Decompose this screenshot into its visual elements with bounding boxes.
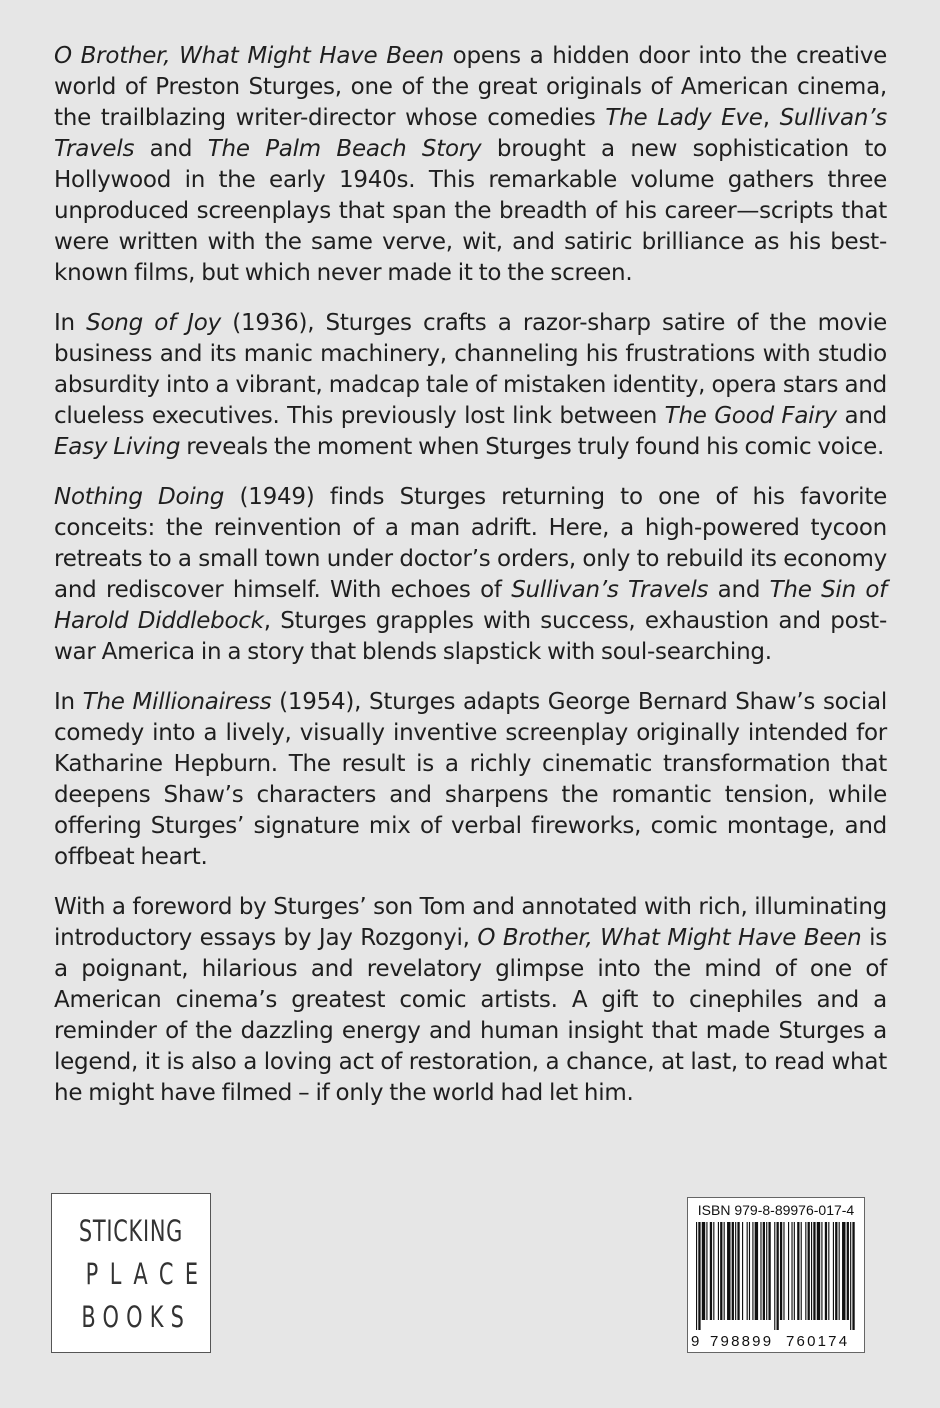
barcode-bar <box>752 1222 753 1320</box>
barcode-digits-right: 760174 <box>786 1333 850 1350</box>
barcode-bar <box>780 1222 782 1320</box>
text-run: In <box>54 689 83 715</box>
barcode-bar <box>788 1222 789 1320</box>
text-run: is a poignant, hilarious and revelatory glimpse into the mind of one of American cinema’s greatest comic artists. A gift to cinephiles and a reminder of the dazzling energy and human insight that made Sturges a legend, it is also a loving act of restoration, a chance, at last, to read what he might have filmed – if only the world had let him. <box>54 925 887 1106</box>
barcode-bar <box>706 1222 707 1320</box>
barcode-bar <box>817 1222 820 1320</box>
italic-title-run: The Good Fairy <box>664 403 837 429</box>
logo-line-books: BOOKS <box>81 1300 192 1334</box>
italic-title-run: Sullivan’s Travels <box>511 577 709 603</box>
italic-title-run: The Sin of Harold Diddlebock <box>54 577 887 634</box>
barcode-bar <box>825 1222 827 1320</box>
back-cover-blurb <box>54 41 887 1128</box>
barcode-bar <box>702 1222 705 1320</box>
barcode-bar <box>783 1222 784 1320</box>
italic-title-run: O Brother, What Might Have Been <box>54 43 444 69</box>
blurb-paragraph-1 <box>54 41 887 289</box>
barcode-bar <box>797 1222 799 1320</box>
barcode-bar <box>749 1222 750 1320</box>
italic-title-run: Nothing Doing <box>54 484 225 510</box>
logo-line-place: PLACE <box>85 1257 210 1291</box>
barcode-bar <box>813 1222 815 1320</box>
text-run: opens a hidden door into the creative world of Preston Sturges, one of the great originals of American cinema, the trailblazing writer-director whose comedies <box>54 43 887 131</box>
italic-title-run: O Brother, What Might Have Been <box>477 925 862 951</box>
isbn-barcode <box>687 1197 865 1353</box>
italic-title-run: Song of Joy <box>86 310 221 336</box>
barcode-bar <box>808 1222 810 1320</box>
barcode-bar <box>747 1222 748 1320</box>
text-run: , <box>762 105 780 131</box>
barcode-bar <box>710 1222 712 1320</box>
blurb-paragraph-4 <box>54 687 887 873</box>
barcode-bar <box>821 1222 822 1320</box>
barcode-bar <box>698 1222 700 1330</box>
italic-title-run: Sullivan’s Travels <box>54 105 887 162</box>
barcode-bar <box>839 1222 840 1320</box>
logo-line-sticking: STICKING <box>78 1214 184 1248</box>
barcode-bar <box>828 1222 829 1320</box>
barcode-bar <box>794 1222 795 1320</box>
barcode-bar <box>766 1222 767 1320</box>
barcode-bar <box>777 1222 779 1330</box>
blurb-paragraph-3 <box>54 482 887 668</box>
barcode-bar <box>713 1222 714 1320</box>
barcode-bar <box>718 1222 719 1320</box>
text-run: (1936), Sturges crafts a razor-sharp satire of the movie business and its manic machinery, channeling his frustrations with studio absurdity into a vibrant, madcap tale of mistaken identity, opera stars and clueless executives. This previously lost link between <box>54 310 888 429</box>
text-run: reveals the moment when Sturges truly found his comic voice. <box>180 434 885 460</box>
text-run: brought a new sophistication to Hollywood in the early 1940s. This remarkable volume gathers three unproduced screenplays that span the breadth of his career—scripts that were written with the same verve, wit, and satiric brilliance as his best-known films, but which never made it to the screen. <box>54 136 887 286</box>
italic-title-run: The Millionairess <box>82 689 272 715</box>
barcode-bar <box>755 1222 758 1320</box>
barcode-bar <box>801 1222 802 1320</box>
barcode-bar <box>791 1222 792 1320</box>
text-run: (1949) finds Sturges returning to one of his favorite conceits: the reinvention of a man adrift. Here, a high-powered tycoon retreats to a small town under doctor’s orders, only to rebuild its economy and rediscover himself. With echoes of <box>54 484 887 603</box>
barcode-bar <box>763 1222 765 1320</box>
text-run: and <box>134 136 208 162</box>
barcode-bar <box>737 1222 739 1320</box>
isbn-label: ISBN 979-8-89976-017-4 <box>697 1202 855 1218</box>
barcode-bar <box>842 1222 845 1320</box>
text-run: With a foreword by Sturges’ son Tom and annotated with rich, illuminating introductory essays by Jay Rozgonyi, <box>54 894 887 951</box>
barcode-bar <box>850 1222 851 1330</box>
barcode-bar <box>811 1222 812 1320</box>
italic-title-run: The Palm Beach Story <box>207 136 482 162</box>
text-run: and <box>836 403 887 429</box>
text-run: , Sturges grapples with success, exhaustion and post-war America in a story that blends slapstick with soul-searching. <box>54 608 887 665</box>
text-run: and <box>708 577 770 603</box>
barcode-bar <box>720 1222 722 1320</box>
barcode-bar <box>852 1222 854 1330</box>
barcode-bar <box>768 1222 770 1320</box>
text-run: In <box>54 310 87 336</box>
blurb-paragraph-5 <box>54 892 887 1109</box>
text-run: (1954), Sturges adapts George Bernard Shaw’s social comedy into a lively, visually inventive screenplay originally intended for Katharine Hepburn. The result is a richly cinematic transformation that deepens Shaw’s characters and sharpens the romantic tension, while offering Sturges’ signature mix of verbal fireworks, comic montage, and offbeat heart. <box>54 689 888 870</box>
barcode-bar <box>847 1222 849 1320</box>
barcode-bar <box>727 1222 730 1320</box>
italic-title-run: The Lady Eve <box>605 105 763 131</box>
barcode-bar <box>835 1222 837 1320</box>
barcode-bar <box>735 1222 736 1320</box>
barcode-bars <box>694 1222 858 1330</box>
barcode-bar <box>833 1222 834 1320</box>
barcode-digit-lead: 9 <box>691 1333 700 1350</box>
barcode-bar <box>732 1222 734 1320</box>
barcode-bar <box>742 1222 743 1320</box>
barcode-bar <box>760 1222 761 1320</box>
barcode-digits-left: 798899 <box>710 1333 774 1350</box>
barcode-bar <box>696 1222 697 1330</box>
barcode-bar <box>805 1222 806 1320</box>
barcode-bar <box>724 1222 725 1320</box>
barcode-bar <box>774 1222 775 1330</box>
publisher-logo <box>51 1193 211 1353</box>
italic-title-run: Easy Living <box>54 434 181 460</box>
blurb-paragraph-2 <box>54 308 887 463</box>
